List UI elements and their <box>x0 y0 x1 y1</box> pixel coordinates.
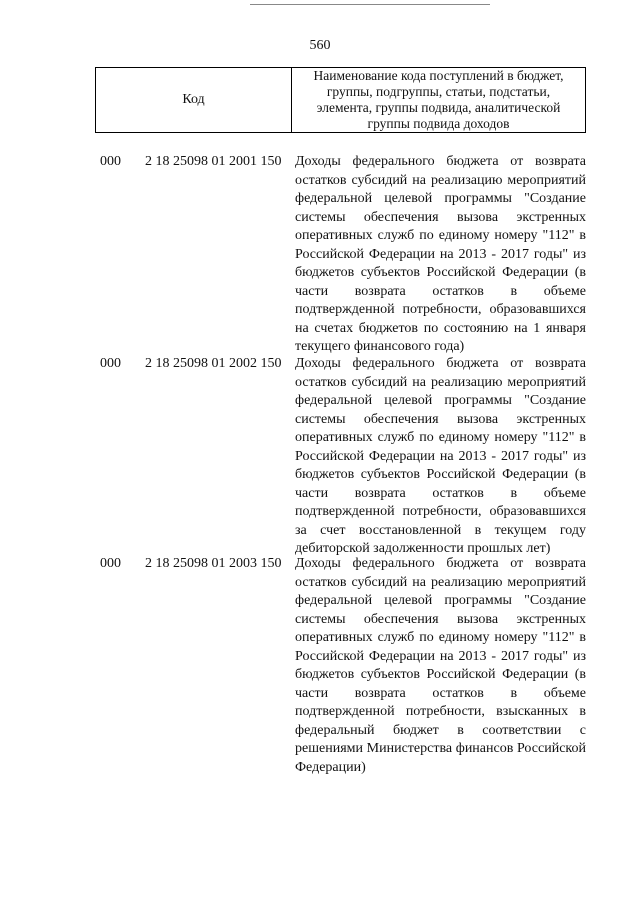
income-name: Доходы федерального бюджета от возврата остатков субсидий на реализацию мероприятий федеральной целевой программы "Создание системы обеспечения вызова экстренных оперативных служб по единому номеру "112" в Российской Федерации на 2013 - 2017 годы" из бюджетов субъектов Российской Федерации (в части возврата остатков в объеме подтвержденной потребности, образовавшихся за счет восстановленной в текущем году дебиторской задолженности прошлых лет) <box>295 356 586 556</box>
top-rule <box>250 4 490 5</box>
admin-code: 000 <box>100 356 121 371</box>
table-header <box>95 67 586 133</box>
income-code: 2 18 25098 01 2002 150 <box>145 356 282 371</box>
admin-code: 000 <box>100 154 121 169</box>
income-name: Доходы федерального бюджета от возврата остатков субсидий на реализацию мероприятий федеральной целевой программы "Создание системы обеспечения вызова экстренных оперативных служб по единому номеру "112" в Российской Федерации на 2013 - 2017 годы" из бюджетов субъектов Российской Федерации (в части возврата остатков в объеме подтвержденной потребности, образовавшихся на счетах бюджетов по состоянию на 1 января текущего финансового года) <box>295 154 586 354</box>
header-name-cell: Наименование кода поступлений в бюджет, группы, подгруппы, статьи, подстатьи, элемента, группы подвида, аналитической группы подвида доходов <box>313 68 564 131</box>
table-row <box>0 153 640 355</box>
header-code-cell: Код <box>96 68 292 132</box>
page-number: 560 <box>309 38 331 53</box>
table-body <box>0 153 640 777</box>
table-row <box>0 555 640 777</box>
income-name: Доходы федерального бюджета от возврата остатков субсидий на реализацию мероприятий федеральной целевой программы "Создание системы обеспечения вызова экстренных оперативных служб по единому номеру "112" в Российской Федерации на 2013 - 2017 годы" из бюджетов субъектов Российской Федерации (в части возврата остатков в объеме подтвержденной потребности, взысканных в федеральный бюджет в соответствии с решениями Министерства финансов Российской Федерации) <box>295 556 586 775</box>
income-code: 2 18 25098 01 2001 150 <box>145 154 282 169</box>
income-code: 2 18 25098 01 2003 150 <box>145 556 282 571</box>
admin-code: 000 <box>100 556 121 571</box>
table-row <box>0 355 640 555</box>
